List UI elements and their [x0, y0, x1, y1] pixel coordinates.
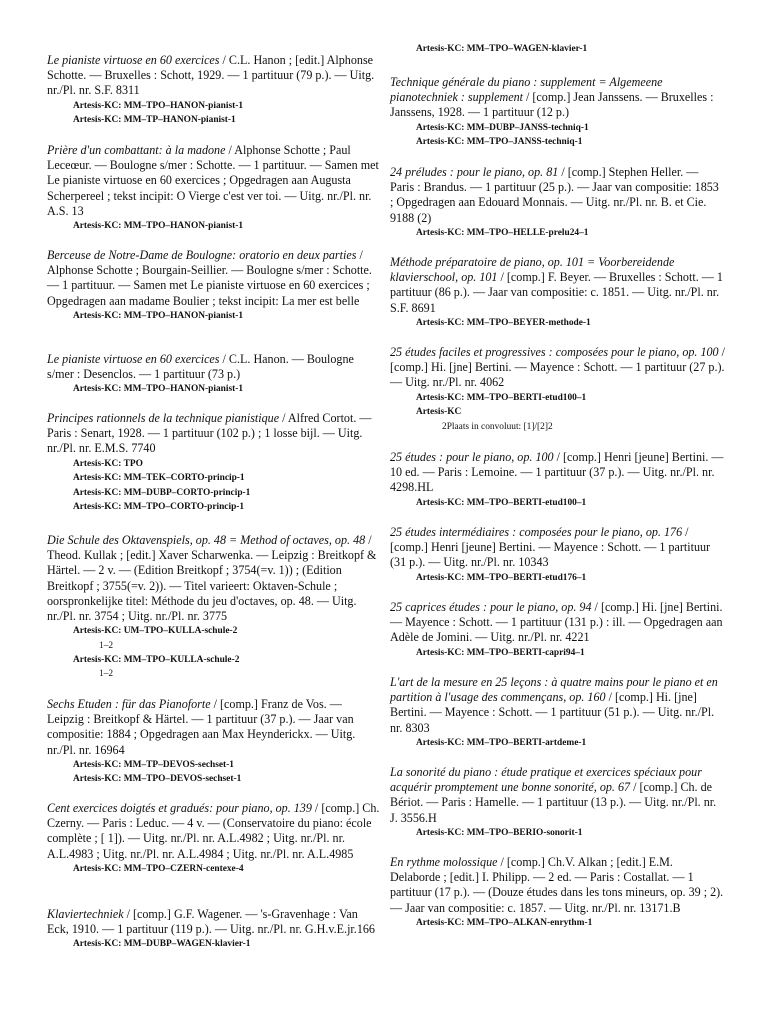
holding-location: Artesis-KC: MM–TPO–BERTI-etud100–1 — [416, 392, 587, 403]
entry-description — [390, 525, 725, 571]
entry-details: / [comp.] Ch. de Bériot. — Paris : Hamelle. — 1 partituur (13 p.). — Uitg. nr./Pl. nr. J. 3556.H — [390, 780, 717, 825]
holding-location: Artesis-KC: MM–TPO–BEYER-methode-1 — [416, 317, 591, 328]
entry-details: / [comp.] G.F. Wagener. — 's-Gravenhage : Van Eck, 1910. — 1 partituur (119 p.). — Uitg. nr./Pl. nr. G.H.v.E.jr.166 — [47, 907, 375, 937]
entry-details: / [comp.] Hi. [jne] Bertini. — Mayence : Schott. — 1 partituur (27 p.). — Uitg. nr./Pl. nr. 4062 — [390, 345, 725, 390]
holding-location: Artesis-KC: MM–DUBP–JANSS-techniq-1 — [416, 122, 589, 133]
entry-title: Le pianiste virtuose en 60 exercices — [47, 352, 220, 366]
entry-title: 25 études intermédiaires : composées pour le piano, op. 176 — [390, 525, 683, 539]
holding-location: Artesis-KC: MM–TPO–CZERN-centexe-4 — [73, 863, 244, 874]
entry-description — [390, 450, 725, 496]
catalog-entry — [390, 600, 725, 660]
catalog-entry — [47, 143, 380, 234]
entry-title: En rythme molossique — [390, 855, 498, 869]
holding-location: Artesis-KC: MM–TPO–JANSS-techniq-1 — [416, 137, 583, 148]
catalog-entry — [390, 675, 725, 750]
entry-details: / C.L. Hanon. — Boulogne s/mer : Desenclos. — 1 partituur (73 p.) — [47, 352, 354, 382]
catalog-entry — [390, 165, 725, 240]
entry-details: / [comp.] Ch.V. Alkan ; [edit.] E.M. Delaborde ; [edit.] I. Philipp. — 2 ed. — Paris : Costallat. — 1 partituur (17 p.). — (Douze études dans les tons mineurs, op. 39 ; 2). — Jaar van compositie: c. 1857. — Uitg. nr./Pl. nr. 13171.B — [390, 855, 724, 915]
entry-description — [390, 765, 725, 826]
entry-title: Principes rationnels de la technique pianistique — [47, 411, 280, 425]
holding-location: Artesis-KC: MM–TPO–HELLE-prelu24–1 — [416, 227, 589, 238]
holding-location: Artesis-KC: MM–DUBP–WAGEN-klavier-1 — [73, 939, 251, 950]
entry-description — [47, 143, 380, 219]
entry-details: / [comp.] F. Beyer. — Bruxelles : Schott. — 1 partituur (86 p.). — Jaar van compositie: c. 1851. — Uitg. nr./Pl. nr. S.F. 8691 — [390, 270, 723, 315]
holding-location: Artesis-KC: MM–TPO–BERTI-etud100–1 — [416, 497, 587, 508]
catalog-entry — [390, 765, 725, 840]
entry-details: / Theod. Kullak ; [edit.] Xaver Scharwenka. — Leipzig : Breitkopf & Härtel. — 2 v. — (Edition Breitkopf ; 3754(=v. 1)) ; (Edition Breitkopf ; 3755(=v. 2)). — Titel varieert: Oktaven-Schule ; oorspronkelijke titel: Méthode du jeu d'octaves, op. 48. — Uitg. nr./Pl. nr. 3754 ; Uitg. nr./Pl. nr. 3775 — [47, 533, 377, 624]
catalog-entry — [390, 525, 725, 585]
holding-location: Artesis-KC: MM–TPO–BERTI-capri94–1 — [416, 647, 585, 658]
entry-title: L'art de la mesure en 25 leçons : à quatre mains pour le piano et en partition à l'usage des commençans, op. 160 — [390, 675, 718, 705]
entry-description — [47, 907, 380, 937]
holding-location: Artesis-KC: MM–TPO–KULLA-schule-2 — [73, 654, 240, 665]
holding-location: Artesis-KC: MM–TPO–HANON-pianist-1 — [73, 384, 244, 395]
entry-details: / [comp.] Stephen Heller. — Paris : Brandus. — 1 partituur (25 p.). — Jaar van compositie: 1853 ; Opgedragen aan Edouard Monnais. — Uitg. nr./Pl. nr. B. et Cie. 9188 (2) — [390, 165, 719, 225]
entry-details: / [comp.] Franz de Vos. — Leipzig : Breitkopf & Härtel. — 1 partituur (37 p.). — Jaar van compositie: 1884 ; Opgedragen aan Max Heynderickx. — Uitg. nr./Pl. nr. 16964 — [47, 697, 356, 757]
catalog-entry — [390, 255, 725, 330]
catalog-entry — [47, 801, 380, 876]
holding-location: Artesis-KC: MM–TPO–HANON-pianist-1 — [73, 221, 244, 232]
holding-location: Artesis-KC: MM–TP–DEVOS-sechset-1 — [73, 759, 234, 770]
entry-title: Die Schule des Oktavenspiels, op. 48 = Method of octaves, op. 48 — [47, 533, 366, 547]
entry-title: Prière d'un combattant: à la madone — [47, 143, 226, 157]
entry-title: Klaviertechniek — [47, 907, 124, 921]
entry-details: / [comp.] Jean Janssens. — Bruxelles : Janssens, 1928. — 1 partituur (12 p.) — [390, 90, 714, 120]
entry-title: 25 études faciles et progressives : composées pour le piano, op. 100 — [390, 345, 719, 359]
holding-location: Artesis-KC: MM–TPO–CORTO-princip-1 — [73, 502, 245, 513]
entry-title: Cent exercices doigtés et gradués: pour piano, op. 139 — [47, 801, 312, 815]
entry-description — [390, 165, 725, 226]
entry-description — [390, 600, 725, 646]
catalog-entry — [47, 533, 380, 681]
holding-location: Artesis-KC: MM–TPO–WAGEN-klavier-1 — [416, 44, 588, 54]
catalog-entry — [390, 345, 725, 434]
entry-description — [47, 697, 380, 758]
catalog-entry — [47, 248, 380, 323]
entry-description — [390, 255, 725, 316]
entry-details: / C.L. Hanon ; [edit.] Alphonse Schotte. — Bruxelles : Schott, 1929. — 1 partituur (79 p.). — Uitg. nr./Pl. nr. S.F. 8311 — [47, 53, 375, 98]
entry-description — [47, 352, 380, 382]
entry-title: La sonorité du piano : étude pratique et exercices spéciaux pour acquérir promptement une bonne sonorité, op. 67 — [390, 765, 702, 795]
entry-description — [47, 411, 380, 457]
entry-title: Le pianiste virtuose en 60 exercices — [47, 53, 220, 67]
entry-title: 24 préludes : pour le piano, op. 81 — [390, 165, 559, 179]
catalog-entry — [390, 450, 725, 510]
holding-location: Artesis-KC: MM–TPO–ALKAN-enrythm-1 — [416, 917, 593, 928]
volume-note: 1–2 — [99, 640, 114, 651]
holding-location: Artesis-KC: MM–TPO–BERTI-etud176–1 — [416, 572, 587, 583]
holding-location: Artesis-KC: UM–TPO–KULLA-schule-2 — [73, 626, 238, 637]
entry-title: 25 caprices études : pour le piano, op. 94 — [390, 600, 592, 614]
entry-details: / Alphonse Schotte ; Bourgain-Seillier. — Boulogne s/mer : Schotte. — 1 partituur. — Samen met Le pianiste virtuose en 60 exercices ; Opgedragen aan madame Boulier ; tekst incipit: La mer est belle — [47, 248, 372, 308]
catalog-entry — [47, 352, 380, 397]
entry-details: / [comp.] Hi. [jne] Bertini. — Mayence : Schott. — 1 partituur (51 p.). — Uitg. nr./Pl. nr. 8303 — [390, 690, 715, 735]
entry-details: / [comp.] Henri [jeune] Bertini. — Mayence : Schott. — 1 partituur (31 p.). — Uitg. nr./Pl. nr. 10343 — [390, 525, 711, 570]
entry-description — [47, 53, 380, 99]
entry-details: / Alfred Cortot. — Paris : Senart, 1928. — 1 partituur (102 p.) ; 1 losse bijl. — Uitg. nr./Pl. nr. E.M.S. 7740 — [47, 411, 372, 456]
entry-details: / [comp.] Hi. [jne] Bertini. — Mayence : Schott. — 1 partituur (131 p.) : ill. — Opgedragen aan Adèle de Jomini. — Uitg. nr./Pl. nr. 4221 — [390, 600, 723, 645]
holding-location: Artesis-KC: MM–TP–HANON-pianist-1 — [73, 115, 236, 126]
holding-location: Artesis-KC: MM–TPO–BERTI-artdeme-1 — [416, 737, 587, 748]
convolute-note: 2Plaats in convoluut: [1]/[2]2 — [442, 421, 553, 432]
holding-location: Artesis-KC: MM–DUBP–CORTO-princip-1 — [73, 487, 251, 498]
holding-location: Artesis-KC: MM–TEK–CORTO-princip-1 — [73, 473, 245, 484]
catalog-entry — [47, 907, 380, 952]
entry-title: Sechs Etuden : für das Pianoforte — [47, 697, 211, 711]
volume-note: 1–2 — [99, 669, 114, 680]
catalog-entry — [390, 75, 725, 150]
entry-title: Méthode préparatoire de piano, op. 101 = Voorbereidende klavierschool, op. 101 — [390, 255, 675, 285]
catalog-entry — [47, 53, 380, 128]
entry-title: Technique générale du piano : supplement = Algemeene pianotechniek : supplement — [390, 75, 663, 105]
entry-description — [47, 801, 380, 862]
catalog-entry — [47, 697, 380, 787]
entry-description — [390, 75, 725, 121]
entry-description — [390, 345, 725, 391]
catalog-entry — [390, 855, 725, 930]
entry-description — [390, 675, 725, 736]
entry-details: / [comp.] Henri [jeune] Bertini. — 10 ed. — Paris : Lemoine. — 1 partituur (37 p.). — Uitg. nr./Pl. nr. 4298.HL — [390, 450, 724, 495]
entry-description — [390, 855, 725, 916]
entry-description — [47, 248, 380, 309]
holding-location: Artesis-KC: MM–TPO–BERIO-sonorit-1 — [416, 827, 583, 838]
holding-location: Artesis-KC: MM–TPO–DEVOS-sechset-1 — [73, 774, 242, 785]
holding-location: Artesis-KC — [416, 407, 462, 418]
entry-details: / Alphonse Schotte ; Paul Leceœur. — Boulogne s/mer : Schotte. — 1 partituur. — Samen met Le pianiste virtuose en 60 exercices ; Opgedragen aan Augusta Scherpereel ; tekst incipit: O Vierge c'est ver toi. — Uitg. nr./Pl. nr. A.S. 13 — [47, 143, 379, 218]
entry-description — [47, 533, 380, 624]
entry-title: Berceuse de Notre-Dame de Boulogne: oratorio en deux parties — [47, 248, 357, 262]
holding-location: Artesis-KC: MM–TPO–HANON-pianist-1 — [73, 310, 244, 321]
holding-location: Artesis-KC: TPO — [73, 458, 143, 469]
catalog-entry — [47, 411, 380, 515]
entry-title: 25 études : pour le piano, op. 100 — [390, 450, 554, 464]
entry-details: / [comp.] Ch. Czerny. — Paris : Leduc. — 4 v. — (Conservatoire du piano: école complète ; [ 1]). — Uitg. nr./Pl. nr. A.L.4982 ; Uitg. nr./Pl. nr. A.L.4983 ; Uitg. nr./Pl. nr. A.L.4984 ; Uitg. nr./Pl. nr. A.L.4985 — [47, 801, 380, 861]
holding-location: Artesis-KC: MM–TPO–HANON-pianist-1 — [73, 100, 244, 111]
